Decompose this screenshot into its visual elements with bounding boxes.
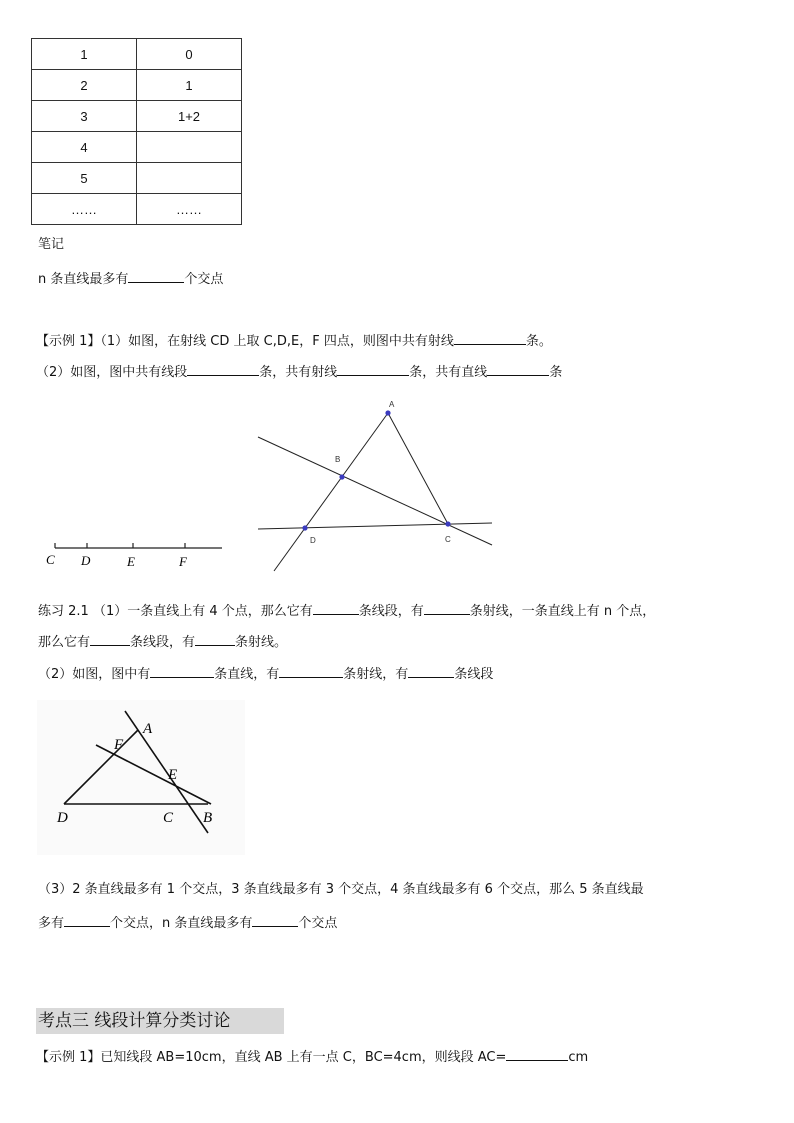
label-a: A <box>143 721 153 737</box>
table-cell-intersections: 1 <box>137 70 242 101</box>
practice21-q3-line2 <box>38 912 337 933</box>
table-cell-lines: 2 <box>32 70 137 101</box>
table-cell-lines: 1 <box>32 39 137 70</box>
label-c: C <box>445 535 451 544</box>
label-d: D <box>310 536 316 545</box>
section3-example-unit: cm <box>568 1050 589 1065</box>
practice21-q1-b: 条线段，有 <box>358 604 424 619</box>
practice21-q2-c: 条射线，有 <box>343 667 409 682</box>
example1-q2-a: （2）如图，图中共有线段 <box>36 365 188 380</box>
label-a: A <box>389 400 395 409</box>
figure-background <box>37 700 245 855</box>
table-cell-intersections: 0 <box>137 39 242 70</box>
label-f: F <box>179 554 187 569</box>
label-d: D <box>57 810 68 826</box>
practice21-q1-d: 那么它有 <box>38 635 91 650</box>
practice21-q1-a: 练习 2.1 （1）一条直线上有 4 个点，那么它有 <box>38 604 313 619</box>
practice21-q3-c: 个交点 <box>298 916 338 931</box>
table-cell-lines: …… <box>32 194 137 225</box>
label-c: C <box>46 552 55 567</box>
practice21-q3-a: 多有 <box>38 916 65 931</box>
answer-blank[interactable] <box>252 912 298 927</box>
section-heading: 考点三 线段计算分类讨论 <box>36 1008 284 1034</box>
example1-q1-text: 【示例 1】（1）如图，在射线 CD 上取 C,D,E，F 四点，则图中共有射线 <box>36 334 454 349</box>
answer-blank[interactable] <box>64 912 110 927</box>
practice21-q2-d: 条线段 <box>454 667 494 682</box>
answer-blank[interactable] <box>506 1046 568 1061</box>
practice21-q1-e: 条线段，有 <box>130 635 196 650</box>
label-e: E <box>127 554 135 569</box>
example1-q2-c: 条，共有直线 <box>409 365 488 380</box>
section3-example-text: 【示例 1】已知线段 AB=10cm，直线 AB 上有一点 C，BC=4cm，则线段 AC= <box>36 1050 507 1065</box>
table-cell-intersections: 1+2 <box>137 101 242 132</box>
notes-title: 笔记 <box>38 237 65 252</box>
label-d: D <box>81 553 91 568</box>
practice21-q2-b: 条直线，有 <box>214 667 280 682</box>
practice21-q1-f: 条射线。 <box>235 635 288 650</box>
example1-q2-b: 条，共有射线 <box>259 365 338 380</box>
practice21-q1-c: 条射线，一条直线上有 n 个点， <box>469 604 656 619</box>
label-b: B <box>335 455 341 464</box>
table-cell-intersections: …… <box>137 194 242 225</box>
label-e: E <box>168 767 178 783</box>
label-b: B <box>203 810 213 826</box>
label-f: F <box>114 737 124 753</box>
notes-line-text: n 条直线最多有 <box>38 272 129 287</box>
practice21-q3-line1: （3）2 条直线最多有 1 个交点，3 条直线最多有 3 个交点，4 条直线最多有 6 个交点，那么 5 条直线最 <box>38 882 644 897</box>
table-cell-lines: 5 <box>32 163 137 194</box>
table-cell-lines: 4 <box>32 132 137 163</box>
notes-line-end: 个交点 <box>184 272 224 287</box>
example1-q1-end: 条。 <box>525 334 552 349</box>
table-cell-lines: 3 <box>32 101 137 132</box>
practice21-q3-b: 个交点，n 条直线最多有 <box>110 916 253 931</box>
label-c: C <box>163 810 174 826</box>
example1-q2-d: 条 <box>549 365 563 380</box>
practice21-q2-a: （2）如图，图中有 <box>38 667 151 682</box>
section3-example <box>36 1046 588 1067</box>
